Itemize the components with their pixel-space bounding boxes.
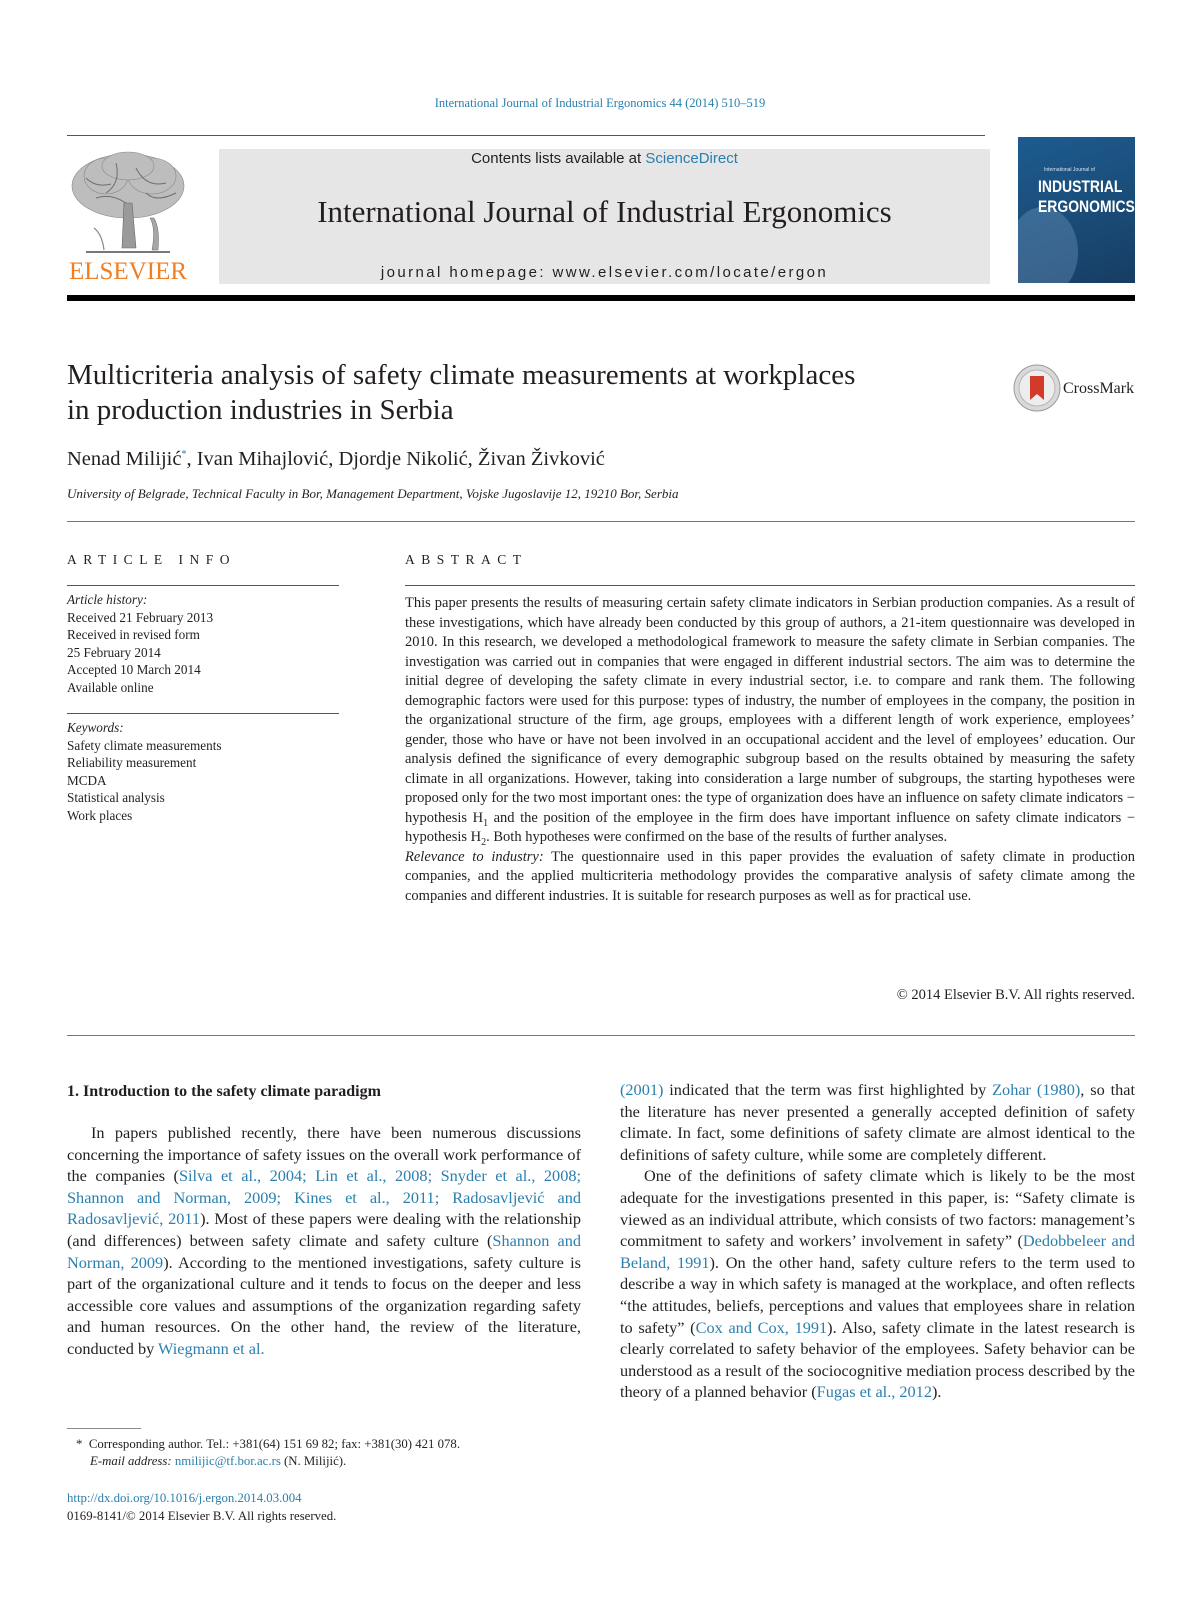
subscript-2: 2 bbox=[481, 836, 487, 848]
citation-link[interactable]: Cox and Cox, 1991 bbox=[695, 1317, 828, 1337]
contents-prefix: Contents lists available at bbox=[471, 150, 646, 167]
email-link[interactable]: nmilijic@tf.bor.ac.rs bbox=[174, 1454, 281, 1468]
body-text: ). On the other hand, safety culture refers to the term used to describe a way in which safety is managed at the workplace, and often reflects “the attitudes, beliefs, perceptions and values that employees share in relation to safety” ( bbox=[620, 1252, 1136, 1337]
doi-link[interactable]: http://dx.doi.org/10.1016/j.ergon.2014.03.004 bbox=[67, 1491, 302, 1505]
issn-line: 0169-8141/© 2014 Elsevier B.V. All rights reserved. bbox=[67, 1509, 337, 1523]
keywords-label: Keywords: bbox=[67, 720, 124, 735]
keywords-rule bbox=[67, 713, 339, 714]
relevance-paragraph bbox=[405, 848, 1135, 907]
affiliation: University of Belgrade, Technical Faculty in Bor, Management Department, Vojske Jugoslavije 12, 19210 Bor, Serbia bbox=[67, 486, 679, 501]
article-history bbox=[67, 591, 339, 697]
author-1: Nenad Milijić bbox=[67, 448, 182, 470]
crossmark-icon[interactable] bbox=[1013, 364, 1061, 412]
subscript-1: 1 bbox=[483, 817, 489, 829]
body-text: ). bbox=[931, 1382, 942, 1402]
footnote-contact: Corresponding author. Tel.: +381(64) 151 69 82; fax: +381(30) 421 078. bbox=[88, 1437, 461, 1451]
abstract-heading: ABSTRACT bbox=[405, 552, 528, 567]
intro-right-column bbox=[620, 1079, 1135, 1403]
keyword-item: Safety climate measurements bbox=[67, 737, 222, 753]
intro-paragraph bbox=[620, 1165, 1135, 1403]
citation-link[interactable]: Shannon and Norman, 2009 bbox=[67, 1230, 582, 1272]
footnote-mark: * bbox=[76, 1437, 83, 1451]
history-label: Article history: bbox=[67, 592, 148, 607]
section-heading: 1. Introduction to the safety climate paradigm bbox=[67, 1083, 381, 1100]
body-text: One of the definitions of safety climate which is likely to be the most adequate for the investigations presented in this paper, is: “Safety climate is viewed as an individual attribute, which consists of two factors: management’s commitment to safety and workers’ involvement in safety” ( bbox=[620, 1166, 1135, 1251]
crossmark-label[interactable]: CrossMark bbox=[1063, 380, 1135, 397]
footnote-line bbox=[76, 1453, 596, 1470]
history-item: Received 21 February 2013 bbox=[67, 609, 214, 625]
footnote-line bbox=[76, 1436, 596, 1453]
body-text: In papers published recently, there have been numerous discussions concerning the importance of safety issues on the overall work performance of the companies ( bbox=[67, 1123, 581, 1186]
keyword-item: MCDA bbox=[67, 772, 107, 788]
body-text: ). According to the mentioned investigations, safety culture is part of the organizational culture and it tends to focus on the deeper and less accessible core values and assumptions of the organization regarding safety and human resources. On the other hand, the review of the literature, conducted by bbox=[67, 1252, 581, 1358]
sciencedirect-link[interactable]: ScienceDirect bbox=[645, 150, 738, 167]
paper-title-line1: Multicriteria analysis of safety climate measurements at workplaces bbox=[67, 359, 856, 391]
abstract-bottom-rule bbox=[67, 1035, 1135, 1036]
keywords bbox=[67, 719, 339, 825]
header-thick-rule bbox=[67, 295, 1135, 301]
intro-left-column bbox=[67, 1122, 581, 1360]
abstract-text: and the position of the employee in the firm does have important influence on safety climate indicators − hypothesis H bbox=[405, 809, 1135, 845]
article-info-heading: ARTICLE INFO bbox=[67, 552, 237, 567]
journal-title: International Journal of Industrial Ergonomics bbox=[317, 194, 892, 229]
history-item: Accepted 10 March 2014 bbox=[67, 662, 201, 678]
cover-title-line1: INDUSTRIAL bbox=[1038, 177, 1123, 196]
other-authors: , Ivan Mihajlović, Djordje Nikolić, Živan Živković bbox=[186, 448, 605, 470]
history-item: Available online bbox=[67, 679, 154, 695]
corresponding-author-mark[interactable]: * bbox=[181, 449, 187, 461]
history-item: Received in revised form bbox=[67, 627, 200, 643]
journal-cover-image[interactable] bbox=[1018, 137, 1135, 283]
footnote-rule bbox=[67, 1428, 141, 1429]
journal-homepage[interactable]: journal homepage: www.elsevier.com/locate/ergon bbox=[380, 264, 829, 281]
citation-link[interactable]: Zohar (1980) bbox=[992, 1080, 1081, 1099]
footnote bbox=[76, 1436, 596, 1470]
relevance-text: The questionnaire used in this paper provides the evaluation of safety climate in production companies, and the applied multicriteria methodology provides the comparative analysis of safety climate among the companies and different industries. It is suitable for research purposes as well as for practical use. bbox=[405, 848, 1135, 904]
cover-title bbox=[1038, 177, 1135, 217]
cover-decoration bbox=[1018, 207, 1078, 283]
keyword-item: Statistical analysis bbox=[67, 790, 165, 806]
paper-title bbox=[67, 358, 967, 428]
email-label: E-mail address: bbox=[90, 1454, 172, 1468]
abstract-copyright: © 2014 Elsevier B.V. All rights reserved. bbox=[896, 987, 1135, 1003]
citation-link[interactable]: Wiegmann et al. bbox=[158, 1338, 265, 1358]
body-text: , so that the literature has never presented a generally accepted definition of safety climate. In fact, some definitions of safety climate are almost identical to the definitions of safety culture, while some are completely different. bbox=[620, 1080, 1135, 1164]
intro-paragraph bbox=[67, 1122, 581, 1360]
cover-title-line2: ERGONOMICS bbox=[1038, 197, 1135, 216]
body-text: indicated that the term was first highlighted by bbox=[663, 1080, 993, 1099]
relevance-label: Relevance to industry: bbox=[405, 848, 544, 865]
abstract-rule bbox=[405, 585, 1135, 586]
header-rule bbox=[67, 135, 985, 136]
paper-title-line2: in production industries in Serbia bbox=[67, 394, 454, 426]
abstract-paragraph bbox=[405, 594, 1135, 848]
elsevier-wordmark: ELSEVIER bbox=[68, 258, 188, 285]
body-text: ). Most of these papers were dealing with the relationship (and differences) between safety climate and safety culture ( bbox=[67, 1209, 581, 1250]
citation-link[interactable]: (2001) bbox=[620, 1080, 664, 1099]
citation-link[interactable]: Dedobbeleer and Beland, 1991 bbox=[620, 1231, 1136, 1272]
cover-subtitle: International Journal of bbox=[1044, 167, 1095, 173]
article-info-rule bbox=[67, 585, 339, 586]
citation-link[interactable]: Fugas et al., 2012 bbox=[816, 1382, 932, 1402]
body-text: ). Also, safety climate in the latest research is clearly correlated to safety behavior of the employees. Safety behavior can be understood as a result of the sociocognitive mediation process described by the theory of a planned behavior ( bbox=[620, 1317, 1136, 1402]
keyword-item: Work places bbox=[67, 807, 133, 823]
intro-paragraph bbox=[620, 1079, 1135, 1165]
history-item: 25 February 2014 bbox=[67, 644, 161, 660]
citation-link[interactable]: Silva et al., 2004; Lin et al., 2008; Snyder et al., 2008; Shannon and Norman, 2009; Kines et al., 2011; Radosavljević and Radosavljević, 2011 bbox=[67, 1166, 582, 1229]
title-rule bbox=[67, 521, 1135, 522]
email-suffix: (N. Milijić). bbox=[280, 1454, 347, 1468]
contents-line bbox=[219, 150, 990, 167]
abstract-text: This paper presents the results of measuring certain safety climate indicators in Serbian production companies. As a result of these investigations, which have already been conducted by this group of authors, a 21-item questionnaire was developed in 2010. In this research, we developed a methodological framework to measure the safety climate in Serbian companies. The investigation was carried out in companies that were engaged in different industrial sectors. The aim was to determine the initial degree of developing the safety climate in every industrial sector, i.e. to compare and rank them. The following demographic factors were used for this purpose: types of industry, the number of employees in the company, the position in the organizational structure of the firm, age groups, employees with a different length of work experience, employees’ gender, those who have or have not been involved in an occupational accident and the level of employees’ education. Our analysis defined the significance of every demographic subgroup based on the results obtained by measuring the safety climate in all organizations. However, taking into consideration a large number of subgroups, the starting hypotheses were proposed only for the two most important ones: the type of organization does have an influence on safety climate indicators − hypothesis H bbox=[405, 595, 1135, 826]
keyword-item: Reliability measurement bbox=[67, 755, 197, 771]
abstract-text: . Both hypotheses were confirmed on the base of the results of further analyses. bbox=[486, 829, 948, 845]
abstract-body bbox=[405, 594, 1135, 906]
author-list bbox=[67, 448, 605, 471]
journal-citation[interactable]: International Journal of Industrial Ergonomics 44 (2014) 510–519 bbox=[434, 96, 766, 110]
